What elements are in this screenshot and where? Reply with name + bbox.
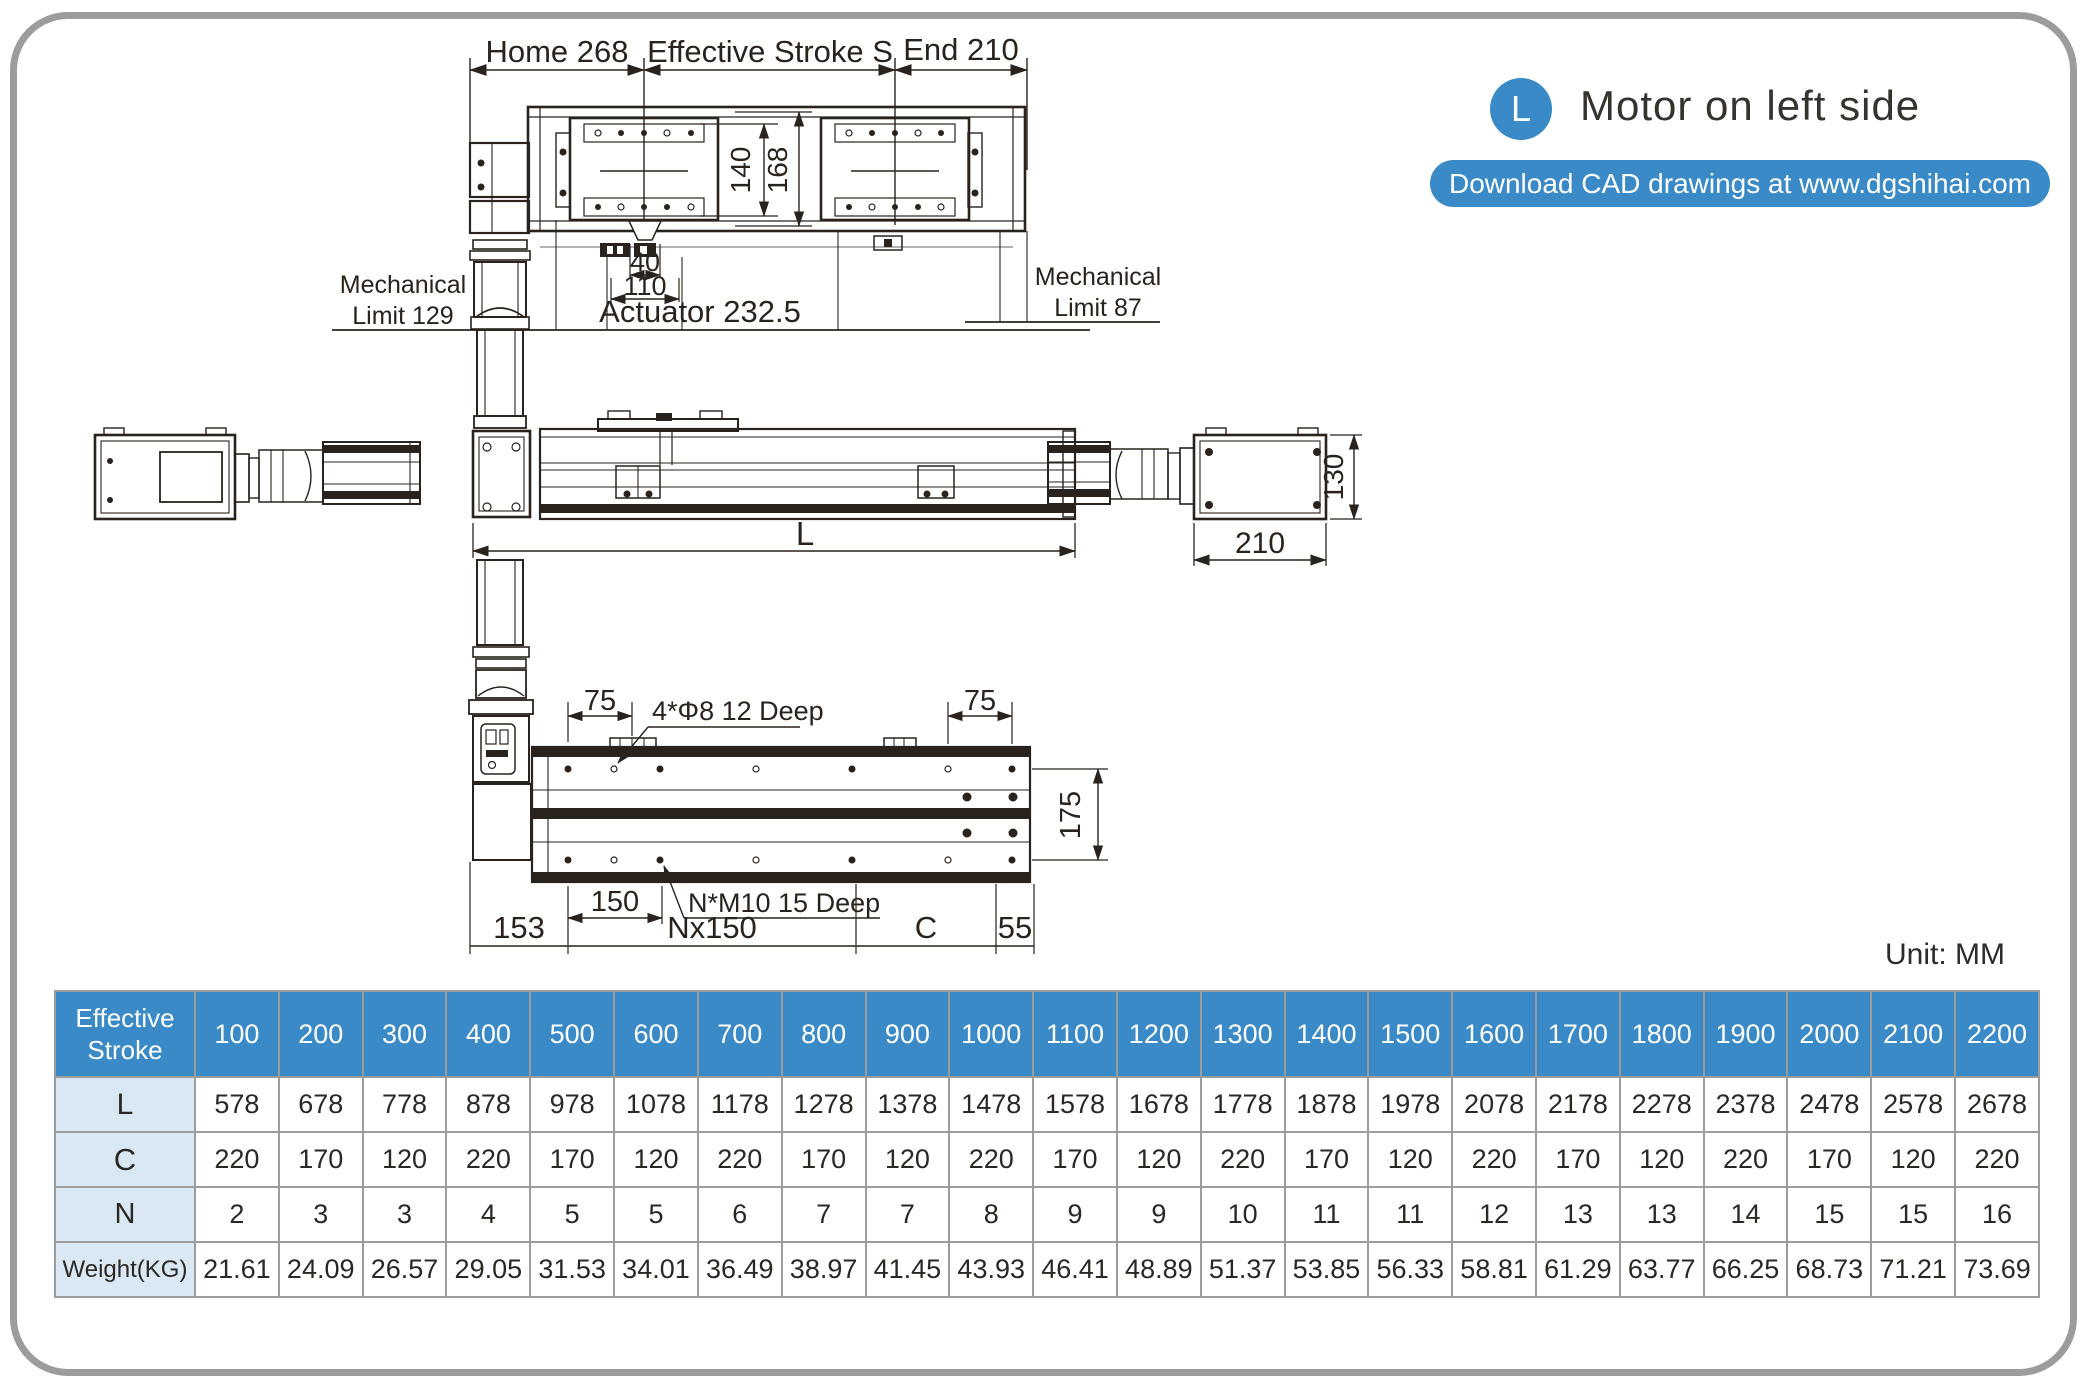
table-cell: 13 [1536, 1187, 1620, 1242]
table-cell: 11 [1368, 1187, 1452, 1242]
dim-nx150: Nx150 [667, 910, 757, 945]
table-cell: 56.33 [1368, 1242, 1452, 1297]
stroke-column-header: 2100 [1871, 991, 1955, 1077]
dim-150: 150 [590, 886, 640, 918]
bottom-view [469, 560, 1108, 954]
table-cell: 3 [363, 1187, 447, 1242]
table-cell: 41.45 [866, 1242, 950, 1297]
dim-c: C [914, 910, 938, 945]
table-cell: 170 [1033, 1132, 1117, 1187]
table-cell: 73.69 [1955, 1242, 2039, 1297]
table-cell: 170 [1536, 1132, 1620, 1187]
row-label: Weight(KG) [55, 1242, 195, 1297]
table-cell: 2578 [1871, 1077, 1955, 1132]
table-cell: 12 [1452, 1187, 1536, 1242]
table-cell: 34.01 [614, 1242, 698, 1297]
table-cell: 24.09 [279, 1242, 363, 1297]
table-cell: 68.73 [1787, 1242, 1871, 1297]
stroke-column-header: 300 [363, 991, 447, 1077]
stroke-column-header: 1400 [1285, 991, 1369, 1077]
side-view-main [473, 411, 1075, 558]
row-label: C [55, 1132, 195, 1187]
table-cell: 7 [782, 1187, 866, 1242]
dim-75-right: 75 [963, 685, 997, 717]
table-cell: 46.41 [1033, 1242, 1117, 1297]
mech-limit-right-value: Limit 87 [1054, 294, 1142, 322]
table-cell: 1978 [1368, 1077, 1452, 1132]
table-cell: 13 [1620, 1187, 1704, 1242]
stroke-column-header: 1000 [949, 991, 1033, 1077]
stroke-column-header: 900 [866, 991, 950, 1077]
side-view-right [1048, 428, 1362, 566]
table-cell: 1678 [1117, 1077, 1201, 1132]
unit-label: Unit: MM [1885, 938, 2005, 971]
stroke-column-header: 600 [614, 991, 698, 1077]
stroke-column-header: 1700 [1536, 991, 1620, 1077]
table-cell: 1778 [1201, 1077, 1285, 1132]
table-cell: 170 [1787, 1132, 1871, 1187]
table-cell: 978 [530, 1077, 614, 1132]
table-cell: 120 [866, 1132, 950, 1187]
table-cell: 120 [1871, 1132, 1955, 1187]
dim-130: 130 [1318, 453, 1349, 501]
table-cell: 26.57 [363, 1242, 447, 1297]
table-cell: 15 [1787, 1187, 1871, 1242]
table-cell: 6 [698, 1187, 782, 1242]
dim-end: End 210 [903, 32, 1019, 67]
table-cell: 170 [1285, 1132, 1369, 1187]
table-cell: 1278 [782, 1077, 866, 1132]
table-cell: 7 [866, 1187, 950, 1242]
table-cell: 120 [363, 1132, 447, 1187]
table-cell: 678 [279, 1077, 363, 1132]
table-cell: 2378 [1704, 1077, 1788, 1132]
motor-position-letter: L [1510, 88, 1532, 129]
dim-110: 110 [623, 271, 667, 301]
dim-210: 210 [1234, 527, 1286, 560]
table-cell: 38.97 [782, 1242, 866, 1297]
table-cell: 63.77 [1620, 1242, 1704, 1297]
stroke-column-header: 1300 [1201, 991, 1285, 1077]
table-cell: 220 [1955, 1132, 2039, 1187]
table-cell: 9 [1117, 1187, 1201, 1242]
table-cell: 66.25 [1704, 1242, 1788, 1297]
table-cell: 220 [1452, 1132, 1536, 1187]
stroke-column-header: 700 [698, 991, 782, 1077]
table-cell: 14 [1704, 1187, 1788, 1242]
table-cell: 48.89 [1117, 1242, 1201, 1297]
table-cell: 120 [614, 1132, 698, 1187]
table-row [55, 1242, 2039, 1297]
table-row [55, 1187, 2039, 1242]
table-cell: 53.85 [1285, 1242, 1369, 1297]
table-cell: 220 [1704, 1132, 1788, 1187]
table-cell: 170 [530, 1132, 614, 1187]
mech-limit-left: Mechanical [339, 271, 467, 299]
table-row [55, 1132, 2039, 1187]
row-label: L [55, 1077, 195, 1132]
dim-55: 55 [997, 910, 1033, 945]
stroke-column-header: 1600 [1452, 991, 1536, 1077]
page-title: Motor on left side [1580, 82, 1921, 129]
table-cell: 21.61 [195, 1242, 279, 1297]
stroke-column-header: 2200 [1955, 991, 2039, 1077]
table-cell: 71.21 [1871, 1242, 1955, 1297]
table-cell: 220 [1201, 1132, 1285, 1187]
table-cell: 120 [1368, 1132, 1452, 1187]
table-cell: 58.81 [1452, 1242, 1536, 1297]
dim-actuator: Actuator 232.5 [599, 294, 801, 329]
table-cell: 1078 [614, 1077, 698, 1132]
table-cell: 9 [1033, 1187, 1117, 1242]
table-cell: 15 [1871, 1187, 1955, 1242]
table-cell: 5 [614, 1187, 698, 1242]
dim-L: L [795, 515, 815, 552]
table-cell: 170 [279, 1132, 363, 1187]
table-cell: 4 [446, 1187, 530, 1242]
table-cell: 43.93 [949, 1242, 1033, 1297]
table-cell: 1178 [698, 1077, 782, 1132]
table-cell: 10 [1201, 1187, 1285, 1242]
table-cell: 1478 [949, 1077, 1033, 1132]
stroke-column-header: 2000 [1787, 991, 1871, 1077]
stroke-column-header: 200 [279, 991, 363, 1077]
note-phi8-holes: 4*Φ8 12 Deep [652, 696, 824, 726]
stroke-column-header: 1500 [1368, 991, 1452, 1077]
dim-140: 140 [725, 146, 756, 194]
table-cell: 120 [1620, 1132, 1704, 1187]
top-plan-view [332, 32, 1161, 428]
stroke-column-header: 1900 [1704, 991, 1788, 1077]
dim-75-left: 75 [583, 685, 617, 717]
table-cell: 1878 [1285, 1077, 1369, 1132]
stroke-column-header: 1100 [1033, 991, 1117, 1077]
table-cell: 1578 [1033, 1077, 1117, 1132]
row-label: N [55, 1187, 195, 1242]
stroke-column-header: 100 [195, 991, 279, 1077]
note-m10-holes: N*M10 15 Deep [688, 888, 881, 918]
table-cell: 5 [530, 1187, 614, 1242]
dim-40: 40 [629, 247, 661, 277]
motor-position-badge [1490, 78, 1552, 140]
table-cell: 220 [446, 1132, 530, 1187]
stroke-column-header: 400 [446, 991, 530, 1077]
stroke-column-header: 500 [530, 991, 614, 1077]
mech-limit-left-value: Limit 129 [352, 302, 454, 330]
table-cell: 51.37 [1201, 1242, 1285, 1297]
table-cell: 578 [195, 1077, 279, 1132]
table-cell: 1378 [866, 1077, 950, 1132]
download-cad-button[interactable]: Download CAD drawings at www.dgshihai.com [1430, 160, 2050, 207]
stroke-column-header: 800 [782, 991, 866, 1077]
table-cell: 120 [1117, 1132, 1201, 1187]
side-view-left [95, 428, 420, 519]
mech-limit-right: Mechanical [1034, 263, 1162, 291]
table-cell: 2078 [1452, 1077, 1536, 1132]
dim-effective-stroke: Effective Stroke S [647, 34, 893, 69]
table-header-row [55, 991, 2039, 1077]
stroke-column-header: 1200 [1117, 991, 1201, 1077]
stroke-spec-table [54, 990, 2040, 1298]
table-head [55, 991, 2039, 1077]
table-cell: 31.53 [530, 1242, 614, 1297]
dim-175: 175 [1055, 790, 1087, 840]
table-body [55, 1077, 2039, 1297]
table-corner-label: Effective Stroke [55, 991, 195, 1077]
table-cell: 220 [949, 1132, 1033, 1187]
table-cell: 170 [782, 1132, 866, 1187]
table-cell: 3 [279, 1187, 363, 1242]
table-cell: 16 [1955, 1187, 2039, 1242]
table-cell: 11 [1285, 1187, 1369, 1242]
dim-home: Home 268 [485, 34, 629, 69]
dim-153: 153 [493, 910, 545, 945]
table-cell: 878 [446, 1077, 530, 1132]
table-cell: 2678 [1955, 1077, 2039, 1132]
table-cell: 61.29 [1536, 1242, 1620, 1297]
table-cell: 2 [195, 1187, 279, 1242]
table-cell: 778 [363, 1077, 447, 1132]
table-cell: 2478 [1787, 1077, 1871, 1132]
table-cell: 2178 [1536, 1077, 1620, 1132]
table-row [55, 1077, 2039, 1132]
dim-168: 168 [762, 146, 793, 194]
motor-top-view [470, 143, 530, 428]
table-cell: 220 [195, 1132, 279, 1187]
table-cell: 220 [698, 1132, 782, 1187]
table-cell: 8 [949, 1187, 1033, 1242]
stroke-column-header: 1800 [1620, 991, 1704, 1077]
table-cell: 2278 [1620, 1077, 1704, 1132]
table-cell: 36.49 [698, 1242, 782, 1297]
table-cell: 29.05 [446, 1242, 530, 1297]
